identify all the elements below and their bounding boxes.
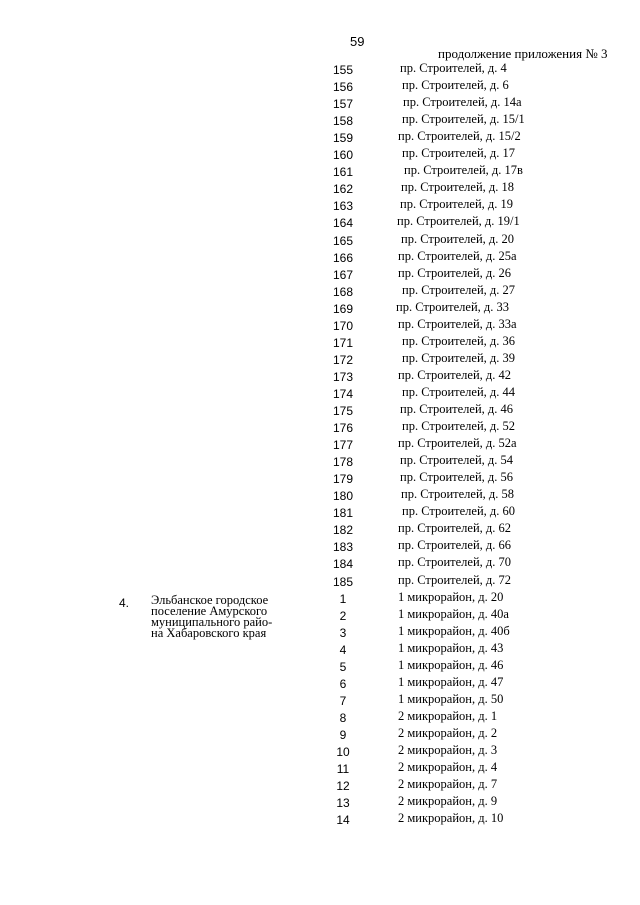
- row-number: 3: [339, 625, 347, 640]
- row-number: 10: [336, 745, 350, 759]
- table-row: [0, 589, 640, 606]
- row-address: пр. Строителей, д. 60: [402, 504, 516, 519]
- row-number: 12: [336, 779, 350, 794]
- table-row: [0, 623, 640, 640]
- row-number: 174: [332, 386, 354, 401]
- row-address: пр. Строителей, д. 18: [401, 180, 515, 195]
- row-address: пр. Строителей, д. 66: [398, 538, 512, 553]
- table-row: [0, 657, 640, 674]
- row-number: 5: [339, 659, 347, 674]
- row-number: 2: [339, 608, 347, 623]
- table-row: [0, 94, 640, 111]
- table-row: [0, 401, 640, 418]
- table-row: [0, 810, 640, 827]
- table-row: [0, 469, 640, 486]
- table-row: [0, 640, 640, 657]
- row-number: 173: [332, 369, 354, 384]
- row-address: 1 микрорайон, д. 40б: [398, 623, 510, 638]
- table-row: [0, 384, 640, 401]
- row-address: пр. Строителей, д. 52а: [398, 436, 517, 451]
- row-address: пр. Строителей, д. 15/2: [398, 129, 521, 144]
- row-address: пр. Строителей, д. 25а: [398, 248, 517, 263]
- row-number: 184: [332, 557, 354, 572]
- row-address: 1 микрорайон, д. 43: [398, 640, 504, 655]
- row-number: 158: [332, 114, 354, 129]
- continuation-note: продолжение приложения № 3: [438, 46, 608, 61]
- row-number: 8: [339, 710, 347, 725]
- table-row: [0, 759, 640, 776]
- row-number: 183: [332, 540, 354, 555]
- row-address: пр. Строителей, д. 15/1: [402, 112, 525, 127]
- table-row: [0, 145, 640, 162]
- row-address: пр. Строителей, д. 72: [398, 572, 512, 587]
- row-address: 2 микрорайон, д. 9: [398, 794, 498, 809]
- row-number: 167: [332, 267, 354, 282]
- table-row: [0, 793, 640, 810]
- row-number: 9: [339, 727, 347, 742]
- row-address: пр. Строителей, д. 17в: [404, 163, 523, 178]
- table-row: [0, 60, 640, 77]
- row-address: пр. Строителей, д. 54: [400, 453, 514, 468]
- table-row: [0, 742, 640, 759]
- row-number: 164: [332, 216, 354, 231]
- row-number: 176: [332, 421, 354, 436]
- row-number: 157: [332, 97, 354, 112]
- row-number: 13: [336, 796, 350, 811]
- row-number: 180: [332, 489, 354, 504]
- table-row: [0, 128, 640, 145]
- section-name-line: на Хабаровского края: [151, 626, 267, 640]
- table-row: [0, 418, 640, 435]
- table-row: [0, 231, 640, 248]
- row-address: пр. Строителей, д. 6: [402, 78, 509, 93]
- row-number: 155: [332, 63, 354, 77]
- row-number: 6: [339, 676, 347, 691]
- table-row: [0, 213, 640, 230]
- table-row: [0, 196, 640, 213]
- row-number: 7: [339, 693, 347, 708]
- row-address: пр. Строителей, д. 36: [402, 333, 516, 348]
- section-number: 4.: [119, 596, 130, 610]
- table-row: [0, 708, 640, 725]
- table-row: [0, 537, 640, 554]
- row-number: 160: [332, 148, 354, 163]
- row-address: пр. Строителей, д. 27: [402, 282, 516, 297]
- row-number: 169: [332, 301, 354, 316]
- table-row: [0, 776, 640, 793]
- table-row: [0, 606, 640, 623]
- table-row: [0, 452, 640, 469]
- table-row: [0, 282, 640, 299]
- table-row: [0, 554, 640, 571]
- row-address: 1 микрорайон, д. 47: [398, 674, 504, 689]
- row-address: 2 микрорайон, д. 2: [398, 725, 498, 740]
- row-address: пр. Строителей, д. 44: [402, 384, 516, 399]
- table-row: [0, 248, 640, 265]
- row-address: пр. Строителей, д. 14а: [403, 95, 522, 110]
- row-address: пр. Строителей, д. 19: [400, 197, 514, 212]
- table-row: [0, 691, 640, 708]
- row-address: пр. Строителей, д. 42: [398, 367, 512, 382]
- row-address: пр. Строителей, д. 19/1: [397, 214, 520, 229]
- table-row: [0, 179, 640, 196]
- row-number: 177: [332, 438, 354, 453]
- row-number: 168: [332, 284, 354, 299]
- row-address: 2 микрорайон, д. 4: [398, 760, 498, 775]
- row-number: 178: [332, 455, 354, 470]
- row-address: 1 микрорайон, д. 50: [398, 691, 504, 706]
- row-address: пр. Строителей, д. 4: [400, 61, 507, 75]
- row-number: 175: [332, 404, 354, 418]
- row-number: 172: [332, 352, 354, 367]
- row-address: 2 микрорайон, д. 3: [398, 743, 498, 757]
- row-number: 185: [332, 574, 354, 589]
- row-number: 11: [336, 762, 350, 777]
- row-number: 166: [332, 250, 354, 265]
- table-row: [0, 77, 640, 94]
- row-address: пр. Строителей, д. 33: [396, 299, 510, 314]
- row-address: пр. Строителей, д. 46: [400, 402, 514, 416]
- row-number: 159: [332, 131, 354, 146]
- table-row: [0, 435, 640, 452]
- row-address: 1 микрорайон, д. 40а: [398, 606, 509, 621]
- row-address: 2 микрорайон, д. 1: [398, 708, 498, 723]
- row-number: 179: [332, 472, 354, 487]
- table-row: [0, 111, 640, 128]
- section-name-line: Эльбанское городское: [151, 593, 269, 607]
- row-address: 2 микрорайон, д. 10: [398, 811, 504, 826]
- row-address: 2 микрорайон, д. 7: [398, 777, 498, 792]
- row-number: 163: [332, 199, 354, 214]
- table-row: [0, 572, 640, 589]
- table-row: [0, 299, 640, 316]
- row-number: 182: [332, 523, 354, 538]
- row-address: пр. Строителей, д. 52: [402, 419, 516, 434]
- table-row: [0, 674, 640, 691]
- row-address: 1 микрорайон, д. 20: [398, 589, 504, 604]
- row-address: пр. Строителей, д. 70: [398, 555, 512, 570]
- table-row: [0, 503, 640, 520]
- row-address: пр. Строителей, д. 20: [401, 231, 515, 246]
- table-row: [0, 486, 640, 503]
- row-number: 156: [332, 80, 354, 95]
- row-address: пр. Строителей, д. 33а: [398, 316, 517, 331]
- row-address: пр. Строителей, д. 17: [402, 146, 516, 161]
- table-row: [0, 367, 640, 384]
- row-number: 162: [332, 182, 354, 197]
- table-row: [0, 265, 640, 282]
- table-row: [0, 350, 640, 367]
- table-row: [0, 316, 640, 333]
- row-address: пр. Строителей, д. 26: [398, 265, 512, 280]
- row-address: пр. Строителей, д. 56: [400, 470, 514, 485]
- section-name-line: муниципального райо-: [151, 615, 273, 629]
- row-address: пр. Строителей, д. 58: [401, 487, 515, 502]
- section-name-line: поселение Амурского: [151, 604, 268, 618]
- row-address: 1 микрорайон, д. 46: [398, 657, 504, 672]
- row-number: 4: [339, 642, 347, 657]
- row-number: 14: [336, 813, 350, 828]
- row-number: 1: [339, 591, 347, 606]
- row-number: 165: [332, 233, 354, 248]
- row-number: 171: [332, 335, 354, 350]
- row-number: 161: [332, 165, 354, 180]
- table-row: [0, 333, 640, 350]
- page-number: 59: [350, 34, 365, 49]
- row-address: пр. Строителей, д. 62: [398, 521, 512, 536]
- table-row: [0, 162, 640, 179]
- table-row: [0, 520, 640, 537]
- row-number: 170: [332, 318, 354, 333]
- row-address: пр. Строителей, д. 39: [402, 350, 516, 365]
- table-row: [0, 725, 640, 742]
- row-number: 181: [332, 506, 354, 521]
